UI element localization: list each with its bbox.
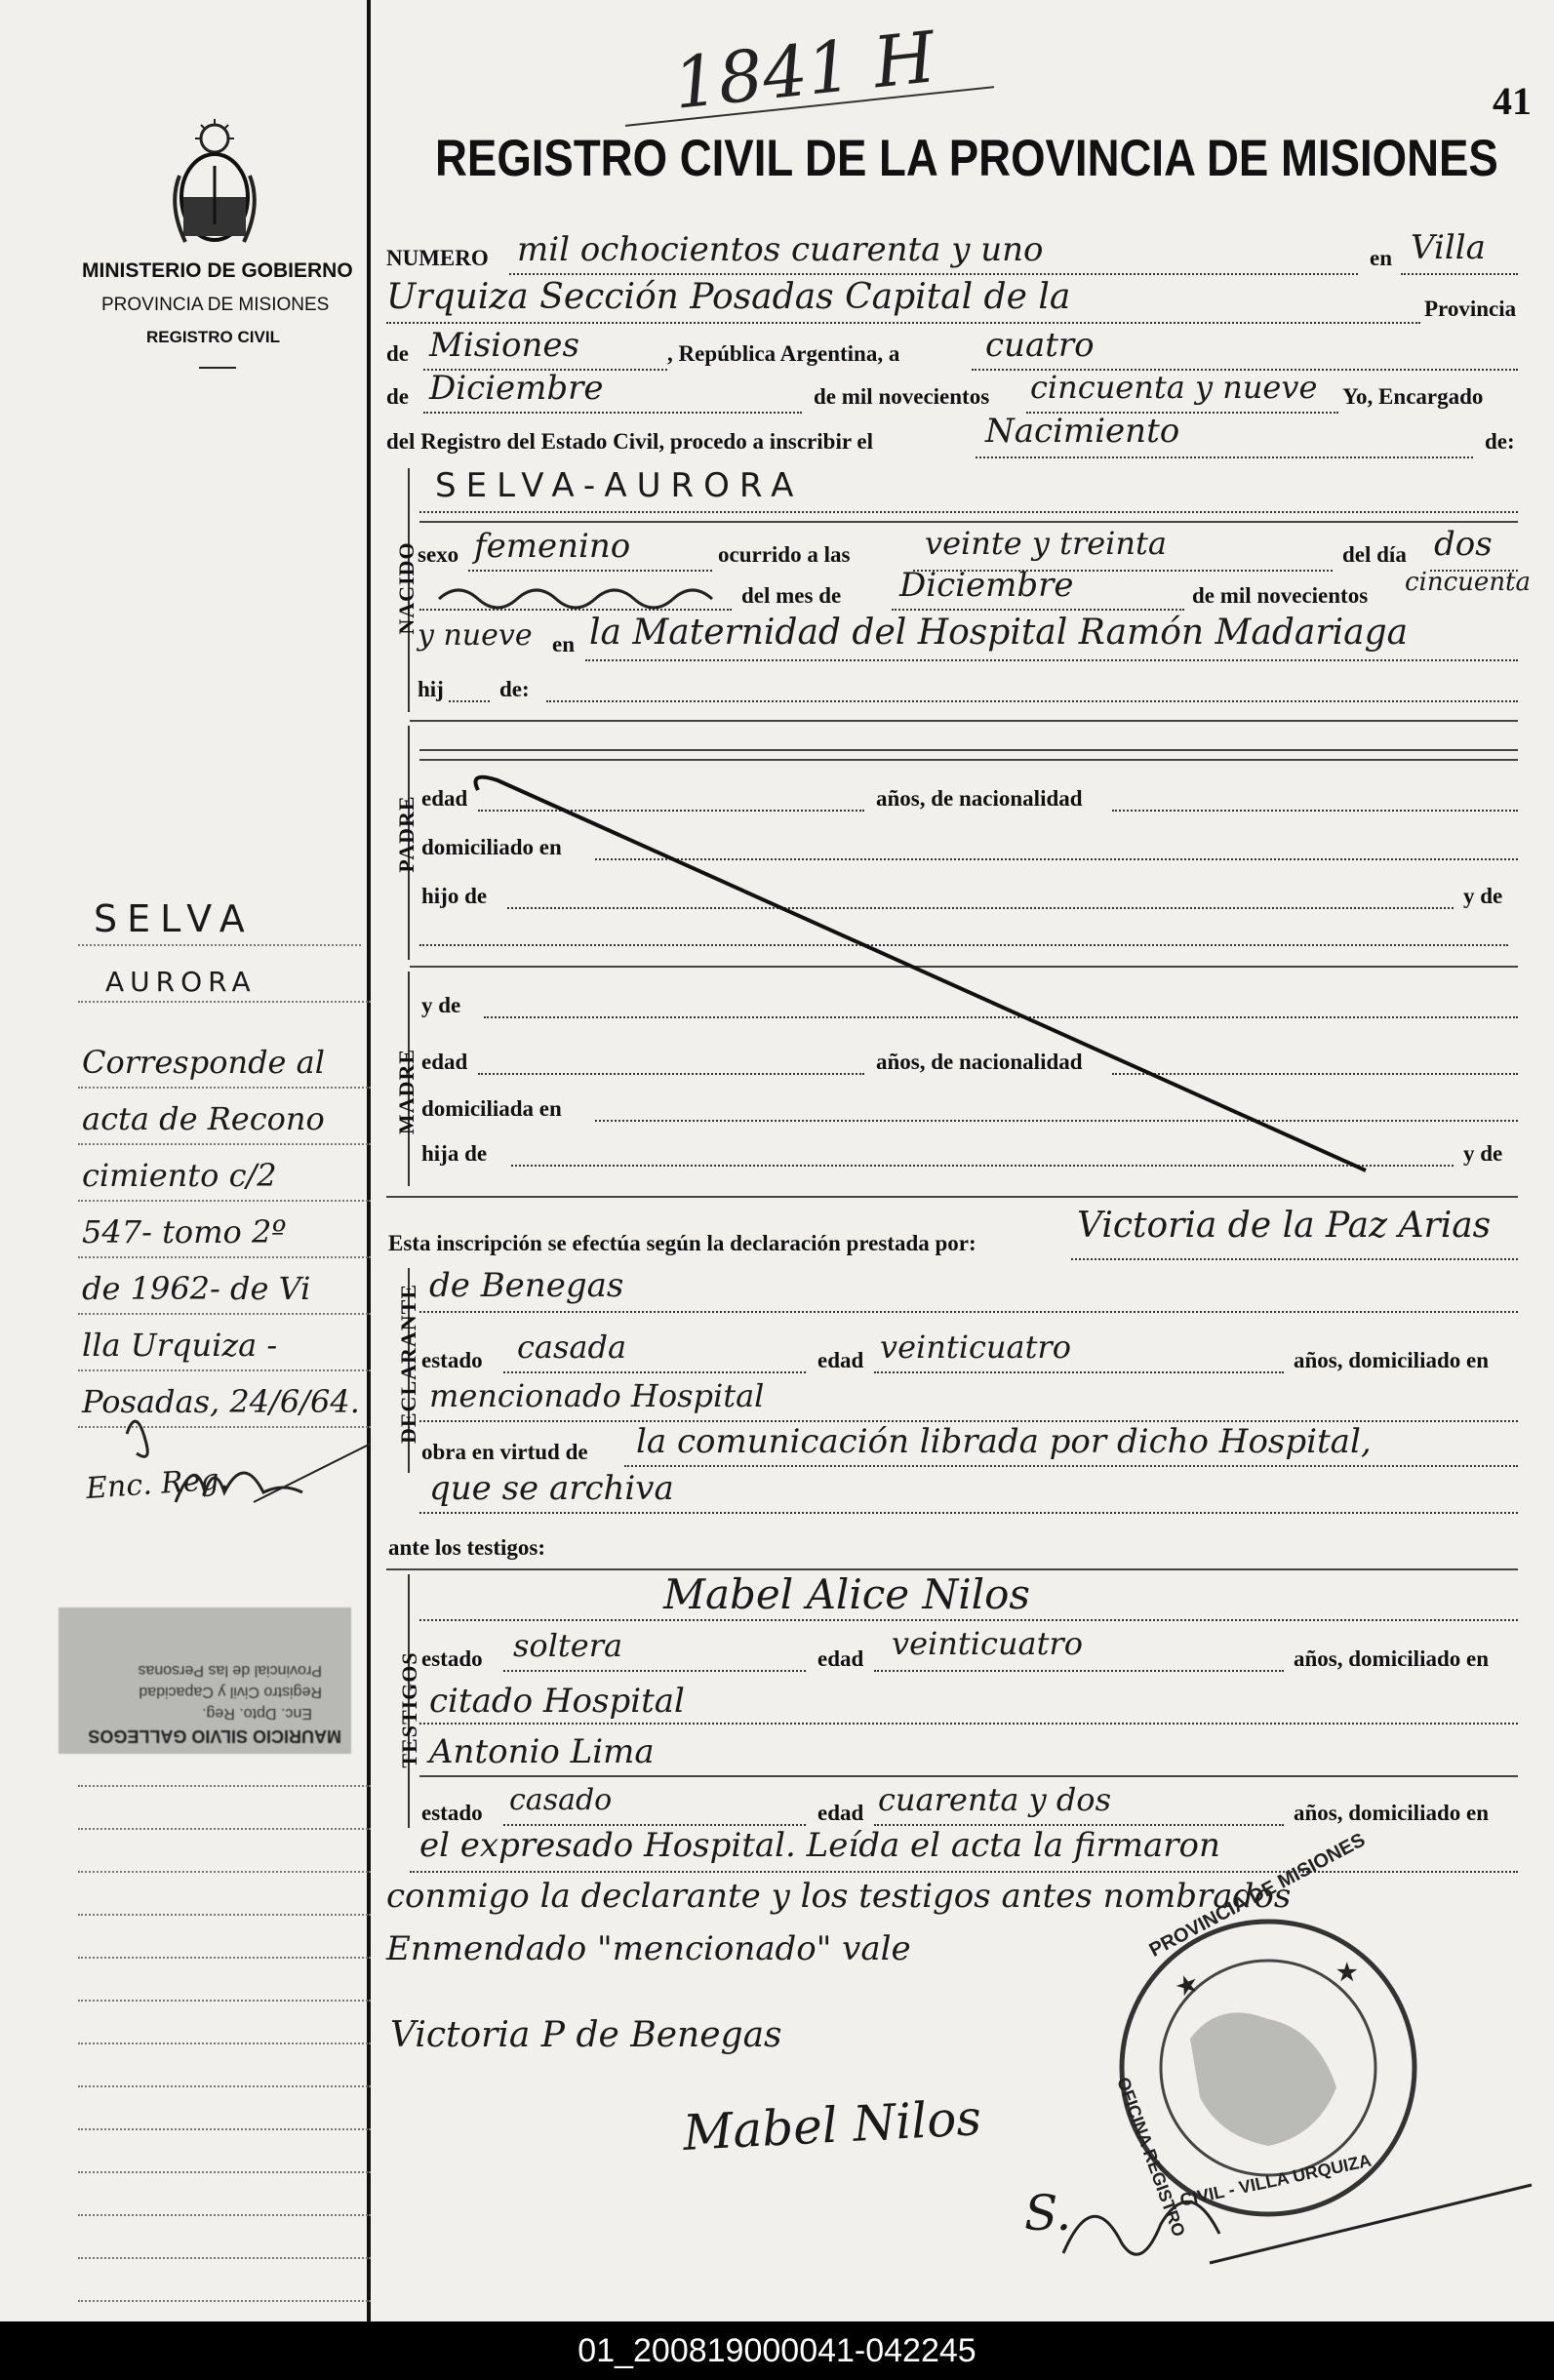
stamp-line: Provincial de las Personas <box>138 1662 322 1679</box>
padre-label: PADRE <box>394 795 418 873</box>
novecientos-label: de mil novecientos <box>1192 583 1369 608</box>
de-colon-label: de: <box>1485 429 1515 454</box>
registry-label: REGISTRO CIVIL <box>146 328 280 346</box>
margin-note-line: Corresponde al <box>82 1044 325 1081</box>
nacido-label: NACIDO <box>394 541 418 635</box>
padre-domiciliado-label: domiciliado en <box>421 835 562 859</box>
signature-testigo: Mabel Nilos <box>681 2089 983 2162</box>
margin-underline <box>78 2171 371 2173</box>
margin-signature-scribble <box>117 1395 371 1512</box>
margin-signature: Enc. Reg. <box>84 1461 230 1507</box>
svg-text:★: ★ <box>1173 1969 1202 2003</box>
declarante-domicilio-label: años, domiciliado en <box>1294 1348 1490 1372</box>
margin-note-line: Posadas, 24/6/64. <box>82 1383 360 1420</box>
margin-underline <box>78 2128 371 2130</box>
padre-name-line-2 <box>419 759 1518 761</box>
svg-text:★: ★ <box>1336 1960 1358 1986</box>
testigo2-edad-label: edad <box>817 1801 864 1825</box>
margin-underline <box>78 944 361 946</box>
coat-of-arms-icon <box>166 117 263 254</box>
padre-nacionalidad-label: años, de nacionalidad <box>876 786 1083 811</box>
mes-nac-value: Diciembre <box>899 566 1074 605</box>
padre-hijo-label: hijo de <box>421 884 488 908</box>
testigo1-edad-line <box>874 1670 1284 1672</box>
margin-underline <box>78 2214 371 2216</box>
declarante-edad-label: edad <box>817 1348 864 1372</box>
testigos-label: TESTIGOS <box>397 1651 421 1768</box>
registro-text: del Registro del Estado Civil, procedo a inscribir el <box>386 429 873 454</box>
mes-value: Diciembre <box>429 369 604 408</box>
numero-line <box>509 273 1358 275</box>
numero-label: NUMERO <box>386 246 489 270</box>
testigo1-edad-label: edad <box>817 1646 864 1671</box>
section-divider <box>410 720 1518 722</box>
sidebar-dash <box>199 367 236 369</box>
declarante-nombre-line <box>1071 1258 1518 1260</box>
margin-underline <box>78 1200 371 1202</box>
testigo1-estado-label: estado <box>421 1646 483 1671</box>
testigo2-domicilio-label: años, domiciliado en <box>1294 1801 1490 1825</box>
registry-stamp <box>59 1607 351 1754</box>
declarante-domicilio-value: mencionado Hospital <box>429 1377 765 1414</box>
margin-underline <box>78 1087 371 1089</box>
dia-nac-value: dos <box>1434 525 1493 564</box>
lugar-line <box>585 659 1518 661</box>
declarante-intro: Esta inscripción se efectúa según la declaración prestada por: <box>388 1231 976 1255</box>
stamp-line: Enc. Dpto. Reg. <box>202 1705 312 1722</box>
madre-domiciliada-label: domiciliada en <box>421 1096 562 1121</box>
mes-line <box>423 412 802 414</box>
testigo2-domicilio-line <box>410 1871 1518 1873</box>
margin-underline <box>78 1871 371 1873</box>
testigo2-domicilio-value: el expresado Hospital. Leída el acta la firmaron <box>419 1826 1220 1865</box>
del-dia-label: del día <box>1342 542 1407 567</box>
sexo-value: femenino <box>474 527 631 566</box>
declarante-label: DECLARANTE <box>396 1283 420 1444</box>
testigo1-edad-value: veinticuatro <box>892 1625 1083 1662</box>
folio-number: 1841 H <box>669 16 939 125</box>
mes-label: de <box>386 384 409 409</box>
testigos-intro-label: ante los testigos: <box>388 1535 545 1560</box>
hij-label: hij <box>418 677 444 701</box>
testigo1-nombre-line <box>419 1619 1518 1621</box>
en2-label: en <box>552 632 575 656</box>
margin-underline <box>78 2085 371 2087</box>
hij-de-line <box>546 700 1518 702</box>
margin-underline <box>78 1313 371 1315</box>
lugar-value: la Maternidad del Hospital Ramón Madariaga <box>589 613 1409 653</box>
anio-value: cincuenta y nueve <box>1030 369 1318 406</box>
margin-underline <box>78 2300 371 2302</box>
testigo1-domicilio-value: citado Hospital <box>429 1682 685 1721</box>
signature-encargado: S. <box>1024 2185 1072 2241</box>
location-line <box>386 322 1420 324</box>
margin-underline <box>78 1256 371 1258</box>
anio-label: de mil novecientos <box>814 384 990 409</box>
seal-outer-top: PROVINCIA DE MISIONES <box>1145 1829 1370 1962</box>
margin-underline <box>78 2043 371 2044</box>
declarante-estado-line <box>503 1371 806 1373</box>
page-number: 41 <box>1493 79 1532 123</box>
yo-label: Yo, Encargado <box>1342 384 1484 409</box>
province-value: Misiones <box>429 326 579 365</box>
anio-nac-value-1: cincuenta <box>1405 568 1532 597</box>
seal-outer-bottom: CIVIL - VILLA URQUIZA <box>1177 2150 1374 2210</box>
ministry-label: MINISTERIO DE GOBIERNO <box>82 259 353 282</box>
margin-note-line: de 1962- de Vi <box>82 1270 311 1307</box>
dia-cont-scribble <box>429 575 722 611</box>
testigo1-domicilio-label: años, domiciliado en <box>1294 1646 1490 1671</box>
padre-name-line <box>419 749 1518 751</box>
numero-value: mil ochocientos cuarenta y uno <box>517 230 1044 269</box>
page-title: REGISTRO CIVIL DE LA PROVINCIA DE MISIONES <box>435 130 1498 187</box>
padre-y-de-label: y de <box>1463 884 1503 908</box>
cancellation-line <box>468 771 1385 1180</box>
en-label: en <box>1370 246 1392 270</box>
declarante-virtud-2-line <box>419 1512 1518 1514</box>
stamp-line: Registro Civil y Capacidad <box>139 1684 322 1700</box>
location-value: Urquiza Sección Posadas Capital de la <box>386 277 1071 317</box>
margin-underline <box>78 1001 371 1003</box>
declarante-virtud-value-1: la comunicación librada por dicho Hospital, <box>636 1422 1372 1461</box>
acto-line <box>976 456 1473 458</box>
margin-underline <box>78 2257 371 2259</box>
margin-underline <box>78 1369 371 1371</box>
anio-nac-value-2: y nueve <box>418 618 533 653</box>
sexo-line <box>468 570 712 572</box>
stamp-line: MAURICIO SILVIO GALLEGOS <box>88 1726 341 1746</box>
margin-name-2: AURORA <box>105 966 257 998</box>
declarante-nombre-2-line <box>419 1311 1518 1313</box>
margin-underline <box>78 1914 371 1916</box>
provincia-label: Provincia <box>1424 297 1517 321</box>
margin-note-line: cimiento c/2 <box>82 1157 277 1194</box>
testigo2-edad-value: cuarenta y dos <box>878 1781 1111 1818</box>
testigo1-estado-line <box>503 1670 806 1672</box>
declarante-virtud-value-2: que se archiva <box>429 1469 674 1508</box>
hora-value: veinte y treinta <box>925 525 1167 562</box>
testigo1-estado-value: soltera <box>513 1627 623 1664</box>
testigo1-nombre: Mabel Alice Nilos <box>663 1570 1030 1618</box>
testigo2-estado-label: estado <box>421 1801 483 1825</box>
province-label: PROVINCIA DE MISIONES <box>101 295 330 315</box>
margin-underline <box>78 1143 371 1145</box>
acto-value: Nacimiento <box>985 412 1180 451</box>
declarante-edad-line <box>874 1371 1284 1373</box>
seal-inner: OFICINA REGISTRO <box>1113 2074 1189 2240</box>
declarante-virtud-line <box>624 1465 1518 1467</box>
margin-note-line: acta de Recono <box>82 1100 325 1137</box>
mes-nac-line <box>892 609 1184 611</box>
margin-underline <box>78 2000 371 2002</box>
testigo2-nombre: Antonio Lima <box>429 1732 655 1771</box>
hij-de-label: de: <box>499 677 530 701</box>
sidebar-divider <box>367 0 371 2321</box>
nombre-rule-2 <box>419 521 1518 523</box>
del-mes-label: del mes de <box>741 583 842 608</box>
declarante-nombre-1: Victoria de la Paz Arias <box>1077 1206 1492 1246</box>
ocurrido-label: ocurrido a las <box>718 542 851 567</box>
declarante-estado-value: casada <box>517 1329 627 1366</box>
margin-note-line: lla Urquiza - <box>82 1327 278 1364</box>
signature-declarante: Victoria P de Benegas <box>390 2015 782 2055</box>
nombre-value: SELVA-AURORA <box>435 466 804 505</box>
margin-underline <box>78 1957 371 1959</box>
hij-line <box>449 700 490 702</box>
declarante-edad-value: veinticuatro <box>880 1329 1071 1366</box>
margin-name-1: SELVA <box>94 897 255 940</box>
madre-label: MADRE <box>394 1048 418 1135</box>
padre-edad-label: edad <box>421 786 468 811</box>
declarante-virtud-label: obra en virtud de <box>421 1440 588 1464</box>
file-id-footer: 01_200819000041-042245 <box>0 2321 1554 2380</box>
sexo-label: sexo <box>418 542 459 567</box>
testigo2-nombre-line <box>419 1775 1518 1777</box>
madre-y-de-label-2: y de <box>1463 1141 1503 1166</box>
declarante-nombre-2: de Benegas <box>429 1266 624 1305</box>
en-value: Villa <box>1411 228 1486 267</box>
de-label: de <box>386 341 409 366</box>
nombre-line <box>419 511 1518 513</box>
section-divider <box>386 1196 1518 1198</box>
testigo2-estado-value: casado <box>509 1783 613 1817</box>
republica-label: , República Argentina, a <box>667 341 900 366</box>
en-line <box>1401 273 1518 275</box>
margin-underline <box>78 1785 371 1787</box>
dia-value: cuatro <box>985 326 1095 365</box>
closing-line-1: conmigo la declarante y los testigos antes nombrados <box>386 1877 1292 1916</box>
madre-nacionalidad-label: años, de nacionalidad <box>876 1050 1083 1074</box>
margin-note-line: 547- tomo 2º <box>82 1213 287 1250</box>
testigo1-domicilio-line <box>419 1723 1518 1725</box>
madre-hija-label: hija de <box>421 1141 488 1166</box>
margin-underline <box>78 1828 371 1830</box>
madre-y-de-label: y de <box>421 993 461 1017</box>
declarante-estado-label: estado <box>421 1348 483 1372</box>
closing-line-2: Enmendado "mencionado" vale <box>386 1929 911 1968</box>
madre-edad-label: edad <box>421 1050 468 1074</box>
